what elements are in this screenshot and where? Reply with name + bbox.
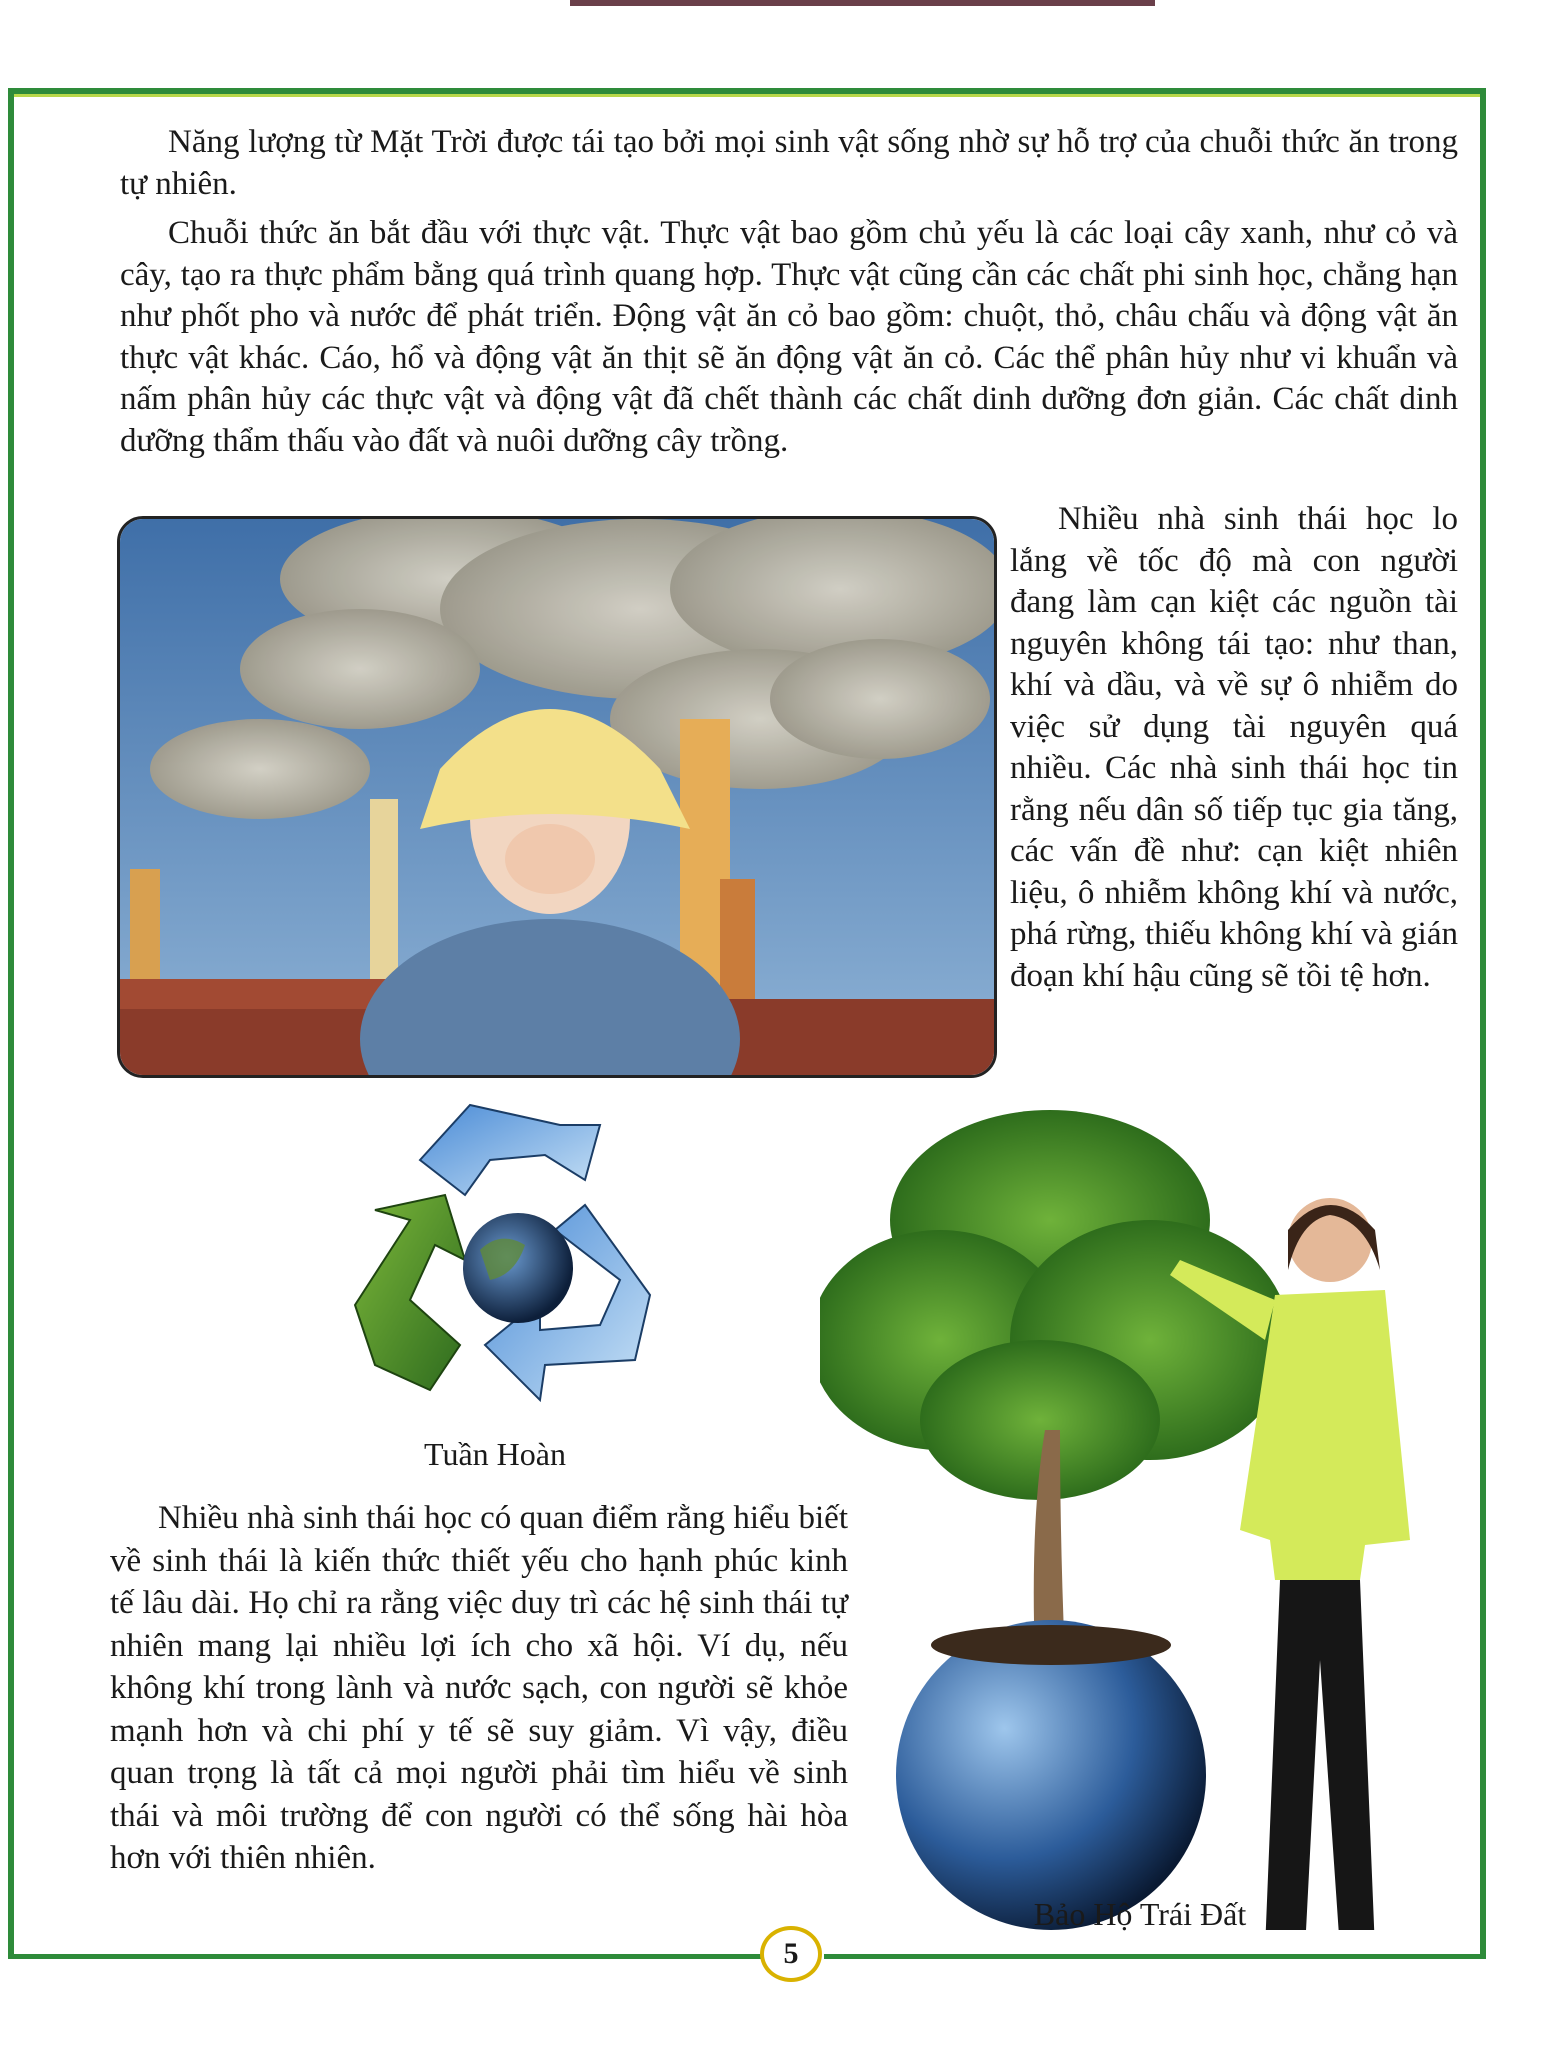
recycle-caption: Tuần Hoàn xyxy=(424,1436,566,1472)
bottom-rule-right xyxy=(824,1954,1486,1959)
paragraph-resource-concerns: Nhiều nhà sinh thái học lo lắng về tốc độ mà con người đang làm cạn kiệt các nguồn tài nguyên không tái tạo: như than, khí và dầu, và về sự ô nhiễm do việc sử dụng tài nguyên quá nhiều. Các nhà sinh thái học tin rằng nếu dân số tiếp tục gia tăng, các vấn đề như: cạn kiệt nhiên liệu, ô nhiễm không khí và nước, phá rừng, thiếu không khí và gián đoạn khí hậu cũng sẽ tồi tệ hơn. xyxy=(1010,501,1458,994)
page-number: 5 xyxy=(760,1926,822,1982)
paragraph-food-chain: Chuỗi thức ăn bắt đầu với thực vật. Thực vật bao gồm chủ yếu là các loại cây xanh, như cỏ và cây, tạo ra thực phẩm bằng quá trình quang hợp. Thực vật cũng cần các chất phi sinh học, chẳng hạn như phốt pho và nước để phát triển. Động vật ăn cỏ bao gồm: chuột, thỏ, châu chấu và động vật ăn thực vật khác. Cáo, hổ và động vật ăn thịt sẽ ăn động vật ăn cỏ. Các thể phân hủy như vi khuẩn và nấm phân hủy các thực vật và động vật đã chết thành các chất dinh dưỡng đơn giản. Các chất dinh dưỡng thẩm thấu vào đất và nuôi dưỡng cây trồng. xyxy=(120,215,1458,459)
pollution-photo xyxy=(117,516,997,1078)
top-edge-strip xyxy=(570,0,1155,6)
paragraph-ecology-importance: Nhiều nhà sinh thái học có quan điểm rằng hiểu biết về sinh thái là kiến thức thiết yếu cho hạnh phúc kinh tế lâu dài. Họ chỉ ra rằng việc duy trì các hệ sinh thái tự nhiên mang lại nhiều lợi ích cho xã hội. Ví dụ, nếu không khí trong lành và nước sạch, con người sẽ khỏe mạnh hơn và chi phí y tế sẽ suy giảm. Vì vậy, điều quan trọng là tất cả mọi người phải tìm hiểu về sinh thái và môi trường để con người có thể sống hài hòa hơn với thiên nhiên. xyxy=(110,1500,848,1876)
paragraph-energy: Năng lượng từ Mặt Trời được tái tạo bởi mọi sinh vật sống nhờ sự hỗ trợ của chuỗi thức ăn trong tự nhiên. xyxy=(120,124,1458,202)
recycle-symbol xyxy=(350,1100,690,1430)
bottom-rule-left xyxy=(8,1954,762,1959)
earth-caption: Bảo Hộ Trái Đất xyxy=(1033,1896,1247,1932)
tree-earth-illustration xyxy=(820,1100,1460,1930)
